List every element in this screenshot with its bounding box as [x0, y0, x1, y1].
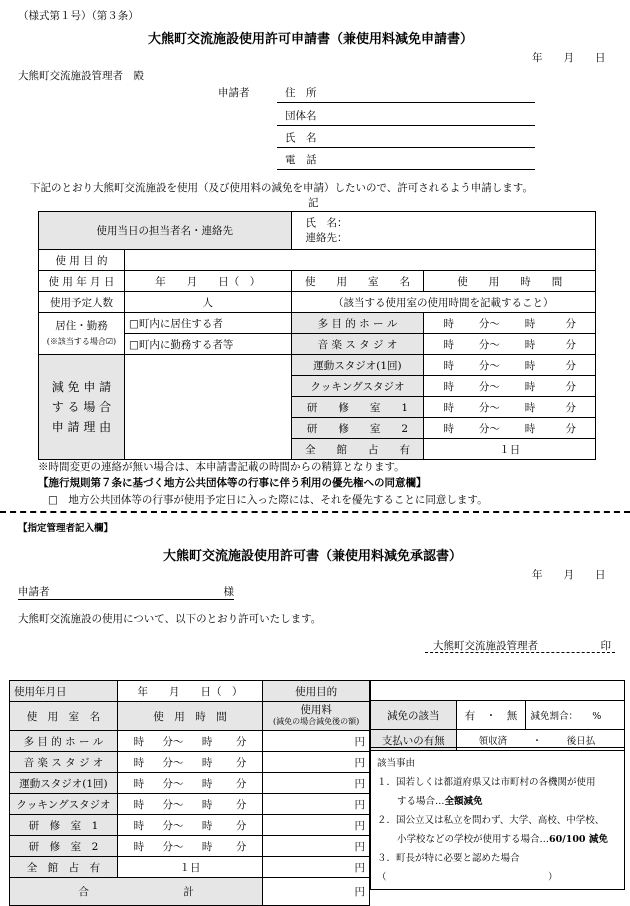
total-label: 合 計 — [10, 878, 263, 906]
fee-header-label: 使用料 — [300, 704, 332, 716]
admin-field-label: 【指定管理者記入欄】 — [18, 523, 114, 534]
reason-2-effect: 60/100 減免 — [549, 834, 608, 845]
time-row[interactable] — [424, 418, 596, 439]
time-part: 時 — [133, 819, 145, 832]
organization-label: 団体名 — [285, 110, 317, 122]
time-part: 分 — [565, 401, 576, 414]
time-part: 分～ — [162, 735, 184, 748]
time-part: 時 — [443, 338, 454, 351]
permit-purpose-label: 使用目的 — [263, 681, 370, 702]
contact-field[interactable] — [291, 212, 595, 250]
time-part: 時 — [201, 756, 213, 769]
permit-time-row[interactable] — [117, 815, 262, 836]
form-number: （様式第１号）（第３条） — [18, 10, 139, 22]
time-part: 分 — [565, 338, 576, 351]
time-part: 分 — [235, 798, 247, 811]
sama-label: 様 — [223, 586, 234, 598]
residence-sub: (※該当する場合☑) — [46, 336, 117, 346]
payment-label: 支払いの有無 — [371, 730, 457, 751]
permit-applicant-label: 申請者 — [18, 586, 50, 598]
reduction-yes-no[interactable]: 有 ・ 無 — [456, 701, 526, 730]
permit-time-row[interactable] — [117, 773, 262, 794]
time-part: 時 — [524, 380, 536, 393]
time-part: 時 — [133, 735, 145, 748]
reason-1: １．国若しくは都道府県又は市町村の各機関が使用 — [377, 777, 596, 788]
permit-applicant-field[interactable] — [18, 584, 234, 600]
whole-day-cell[interactable]: １日 — [424, 439, 596, 460]
reason-1-cont — [397, 792, 624, 811]
manager-signature-line[interactable] — [425, 638, 615, 653]
time-part: 時 — [133, 798, 145, 811]
time-part: 分～ — [478, 338, 500, 351]
time-part: 分～ — [478, 401, 500, 414]
reason-1-effect: 全額減免 — [444, 796, 483, 807]
permit-purpose-field[interactable] — [370, 680, 625, 701]
room-row: クッキングスタジオ — [291, 376, 424, 397]
permit-room-row: 研 修 室 2 — [10, 836, 118, 857]
residence-label-cell — [39, 313, 125, 355]
fee-cell[interactable]: 円 — [263, 836, 370, 857]
fee-header-sub: (減免の場合減免後の額) — [272, 717, 360, 726]
manager-label: 大熊町交流施設管理者 — [433, 640, 538, 652]
permit-room-row: 音 楽 ス タ ジ オ — [10, 752, 118, 773]
time-row[interactable] — [424, 397, 596, 418]
time-part: 時 — [201, 840, 213, 853]
time-part: 時 — [133, 777, 145, 790]
address-field[interactable] — [277, 85, 535, 103]
contact-name-label: 氏 名： — [305, 216, 348, 229]
date-line: 年 月 日 — [532, 52, 606, 64]
room-row: 研 修 室 2 — [291, 418, 424, 439]
payment-paid: 領収済 — [478, 736, 508, 747]
permit-time-row[interactable] — [117, 836, 262, 857]
reduction-label-line: 減 免 申 請 — [51, 380, 112, 394]
permit-text: 大熊町交流施設の使用について、以下のとおり許可いたします。 — [18, 613, 322, 625]
time-part: 時 — [524, 401, 536, 414]
purpose-label: 使 用 目 的 — [39, 250, 125, 271]
permit-room-row: 運動スタジオ(1回) — [10, 773, 118, 794]
permit-time-row[interactable] — [117, 752, 262, 773]
permit-table — [9, 680, 370, 906]
permit-date: 年 月 日 — [532, 569, 606, 581]
reduction-label-line: 申 請 理 由 — [51, 420, 112, 434]
reasons-title: 該当事由 — [377, 758, 416, 769]
room-row: 研 修 室 1 — [291, 397, 424, 418]
name-field[interactable] — [277, 130, 535, 148]
time-part: 分 — [565, 317, 576, 330]
time-part: 分～ — [162, 819, 184, 832]
reason-1-text: する場合… — [397, 796, 445, 807]
time-part: 時 — [443, 422, 454, 435]
time-part: 分 — [565, 422, 576, 435]
permit-room-header: 使 用 室 名 — [10, 702, 118, 731]
time-part: 分～ — [162, 756, 184, 769]
time-part: 時 — [201, 798, 213, 811]
permit-whole-day-cell[interactable]: １日 — [117, 857, 262, 878]
reason-3-paren[interactable]: （ ） — [377, 872, 558, 883]
payment-separator: ・ — [532, 736, 542, 747]
time-part: 時 — [443, 317, 454, 330]
reduction-reason-field[interactable] — [124, 355, 291, 460]
time-row[interactable] — [424, 376, 596, 397]
name-label: 氏 名 — [285, 132, 317, 144]
fee-cell[interactable]: 円 — [263, 794, 370, 815]
time-row[interactable] — [424, 334, 596, 355]
seal-label: 印 — [600, 640, 611, 652]
permit-room-row: 全 館 占 有 — [10, 857, 118, 878]
time-header: 使 用 時 間 — [424, 271, 596, 292]
time-part: 分～ — [162, 840, 184, 853]
worker-checkbox[interactable]: □町内に勤務する者等 — [124, 334, 291, 355]
fee-cell[interactable]: 円 — [263, 815, 370, 836]
time-part: 時 — [133, 756, 145, 769]
time-part: 分～ — [478, 317, 500, 330]
permit-date-field[interactable]: 年 月 日（ ） — [117, 681, 262, 702]
people-field[interactable]: 人 — [124, 292, 291, 313]
fee-header — [263, 702, 370, 731]
addressee: 大熊町交流施設管理者 殿 — [18, 70, 144, 82]
phone-label: 電 話 — [285, 154, 317, 166]
time-part: 時 — [133, 840, 145, 853]
time-part: 分～ — [478, 380, 500, 393]
priority-consent-checkbox[interactable]: □ 地方公共団体等の行事が使用予定日に入った際には、それを優先することに同意します。 — [48, 494, 488, 506]
reason-2-text: 小学校などの学校が使用する場合… — [397, 834, 550, 845]
reduction-label: 減免の該当 — [371, 701, 457, 730]
reason-2: ２．国公立又は私立を問わず、大学、高校、中学校、 — [377, 815, 605, 826]
ki-mark: 記 — [308, 197, 319, 209]
permit-title: 大熊町交流施設使用許可書（兼使用料減免承認書） — [163, 549, 463, 564]
payment-later: 後日払 — [566, 736, 596, 747]
reason-2-cont — [397, 830, 624, 849]
time-part: 分～ — [478, 422, 500, 435]
address-label: 住 所 — [285, 87, 317, 99]
time-part: 時 — [201, 819, 213, 832]
time-part: 時 — [443, 359, 454, 372]
time-row[interactable] — [424, 313, 596, 334]
permit-time-header: 使 用 時 間 — [117, 702, 262, 731]
time-part: 分 — [235, 756, 247, 769]
intro-text: 下記のとおり大熊町交流施設を使用（及び使用料の減免を申請）したいので、許可されるよう申請します。 — [30, 182, 533, 194]
cut-line — [0, 511, 630, 513]
fee-cell[interactable]: 円 — [263, 857, 370, 878]
time-part: 分 — [235, 735, 247, 748]
time-part: 分 — [565, 380, 576, 393]
purpose-field[interactable] — [124, 250, 595, 271]
people-label: 使用予定人数 — [39, 292, 125, 313]
resident-checkbox[interactable]: □町内に居住する者 — [124, 313, 291, 334]
permit-room-row: 研 修 室 1 — [10, 815, 118, 836]
page-title: 大熊町交流施設使用許可申請書（兼使用料減免申請書） — [148, 32, 474, 47]
residence-label: 居住・勤務 — [55, 319, 108, 332]
time-part: 時 — [524, 359, 536, 372]
time-change-note: ※時間変更の連絡が無い場合は、本申請書記載の時間からの精算となります。 — [38, 461, 405, 473]
reduction-table — [370, 700, 625, 751]
reason-3: ３．町長が特に必要と認めた場合 — [377, 853, 520, 864]
room-header: 使 用 室 名 — [291, 271, 424, 292]
fee-cell[interactable]: 円 — [263, 731, 370, 752]
permit-time-row[interactable] — [117, 731, 262, 752]
use-date-field[interactable]: 年 月 日（ ） — [124, 271, 291, 292]
time-part: 分 — [235, 819, 247, 832]
total-fee-cell[interactable]: 円 — [263, 878, 370, 906]
room-row: 運動スタジオ(1回) — [291, 355, 424, 376]
time-part: 分 — [565, 359, 576, 372]
use-date-label: 使 用 年 月 日 — [39, 271, 125, 292]
reduction-reason-label — [39, 355, 125, 460]
application-table — [38, 211, 596, 460]
phone-field[interactable] — [277, 152, 535, 170]
permit-room-row: クッキングスタジオ — [10, 794, 118, 815]
priority-title: 【施行規則第７条に基づく地方公共団体等の行事に伴う利用の優先権への同意欄】 — [38, 477, 427, 489]
reduction-label-line: す る 場 合 — [51, 400, 112, 414]
time-part: 分 — [235, 777, 247, 790]
time-part: 時 — [524, 338, 536, 351]
fee-cell[interactable]: 円 — [263, 773, 370, 794]
time-part: 分～ — [162, 777, 184, 790]
permit-room-row: 多 目 的 ホ ー ル — [10, 731, 118, 752]
permit-date-label: 使用年月日 — [10, 681, 118, 702]
fee-cell[interactable]: 円 — [263, 752, 370, 773]
applicant-label: 申請者 — [218, 87, 250, 99]
time-part: 時 — [201, 777, 213, 790]
time-row[interactable] — [424, 355, 596, 376]
contact-label: 使用当日の担当者名・連絡先 — [39, 212, 292, 250]
reasons-box — [370, 747, 625, 890]
time-part: 時 — [201, 735, 213, 748]
time-part: 分 — [235, 840, 247, 853]
time-part: 時 — [443, 380, 454, 393]
contact-tel-label: 連絡先： — [305, 231, 348, 244]
permit-time-row[interactable] — [117, 794, 262, 815]
time-part: 分～ — [162, 798, 184, 811]
time-note: （該当する使用室の使用時間を記載すること） — [291, 292, 595, 313]
time-part: 分～ — [478, 359, 500, 372]
organization-field[interactable] — [277, 108, 535, 126]
room-row: 全 館 占 有 — [291, 439, 424, 460]
time-part: 時 — [443, 401, 454, 414]
time-part: 時 — [524, 422, 536, 435]
room-row: 音 楽 ス タ ジ オ — [291, 334, 424, 355]
reduction-rate-field[interactable]: 減免割合： % — [526, 701, 625, 730]
room-row: 多 目 的 ホ ー ル — [291, 313, 424, 334]
time-part: 時 — [524, 317, 536, 330]
